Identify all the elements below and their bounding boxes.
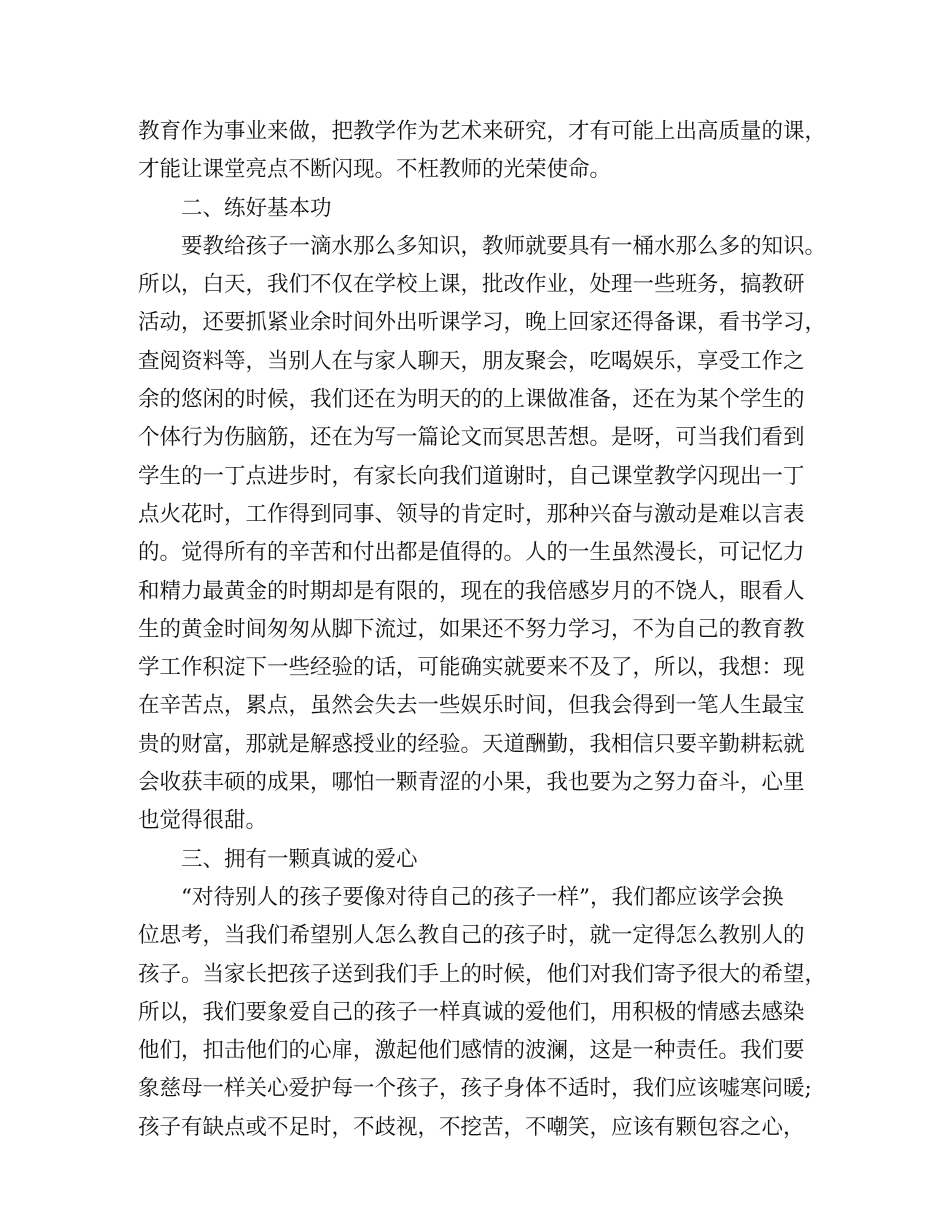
- text-line: 学工作积淀下一些经验的话，可能确实就要来不及了，所以，我想：现: [138, 655, 805, 681]
- text-line: 个体行为伤脑筋，还在为写一篇论文而冥思苦想。是呀，可当我们看到: [138, 425, 805, 451]
- text-line: 象慈母一样关心爱护每一个孩子，孩子身体不适时，我们应该嘘寒问暖;: [138, 1076, 812, 1102]
- text-line: 的。觉得所有的辛苦和付出都是值得的。人的一生虽然漫长，可记忆力: [138, 540, 805, 566]
- text-line: 查阅资料等，当别人在与家人聊天，朋友聚会，吃喝娱乐，享受工作之: [138, 348, 805, 374]
- text-line: 学生的一丁点进步时，有家长向我们道谢时，自己课堂教学闪现出一丁: [138, 463, 805, 489]
- text-line: 生的黄金时间匆匆从脚下流过，如果还不努力学习，不为自己的教育教: [138, 616, 805, 642]
- text-line: 位思考，当我们希望别人怎么教自己的孩子时，就一定得怎么教别人的: [138, 923, 805, 949]
- text-line: 余的悠闲的时候，我们还在为明天的的上课做准备，还在为某个学生的: [138, 387, 805, 413]
- text-line: 在辛苦点，累点，虽然会失去一些娱乐时间，但我会得到一笔人生最宝: [138, 693, 805, 719]
- text-line: 他们，扣击他们的心扉，激起他们感情的波澜，这是一种责任。我们要: [138, 1038, 805, 1064]
- text-line: 才能让课堂亮点不断闪现。不枉教师的光荣使命。: [138, 157, 612, 183]
- text-line: 贵的财富，那就是解惑授业的经验。天道酬勤，我相信只要辛勤耕耘就: [138, 731, 805, 757]
- text-line: 二、练好基本功: [138, 195, 332, 221]
- text-line: 活动，还要抓紧业余时间外出听课学习，晚上回家还得备课，看书学习，: [138, 310, 827, 336]
- text-line: 所以，白天，我们不仅在学校上课，批改作业，处理一些班务，搞教研: [138, 272, 805, 298]
- text-line: “对待别人的孩子要像对待自己的孩子一样”，我们都应该学会换: [138, 884, 784, 910]
- text-line: 也觉得很甜。: [138, 808, 268, 834]
- text-line: 三、拥有一颗真诚的爱心: [138, 846, 418, 872]
- text-line: 要教给孩子一滴水那么多知识，教师就要具有一桶水那么多的知识。: [138, 233, 827, 259]
- text-line: 教育作为事业来做，把教学作为艺术来研究，才有可能上出高质量的课，: [138, 119, 827, 144]
- text-line: 孩子。当家长把孩子送到我们手上的时候，他们对我们寄予很大的希望，: [138, 961, 827, 987]
- body-text: [138, 113, 827, 1147]
- text-line: 点火花时，工作得到同事、领导的肯定时，那种兴奋与激动是难以言表: [138, 501, 805, 527]
- text-line: 会收获丰硕的成果，哪怕一颗青涩的小果，我也要为之努力奋斗，心里: [138, 770, 805, 796]
- text-line: 孩子有缺点或不足时，不歧视，不挖苦，不嘲笑，应该有颗包容之心，: [138, 1114, 805, 1140]
- text-line: 所以，我们要象爱自己的孩子一样真诚的爱他们，用积极的情感去感染: [138, 999, 805, 1025]
- text-line: 和精力最黄金的时期却是有限的，现在的我倍感岁月的不饶人，眼看人: [138, 578, 805, 604]
